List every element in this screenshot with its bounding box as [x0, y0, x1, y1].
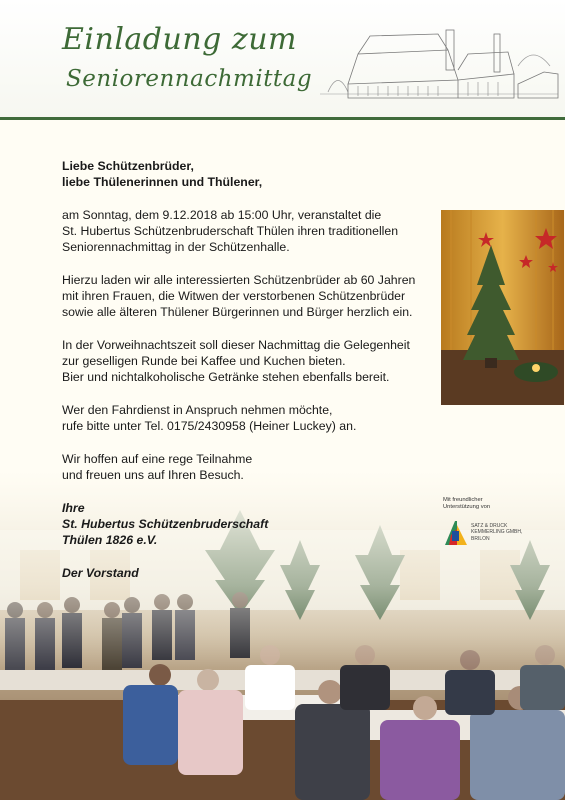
- paragraph-line: am Sonntag, dem 9.12.2018 ab 15:00 Uhr, veranstaltet die: [62, 208, 382, 222]
- paragraph-line: sowie alle älteren Thülener Bürgerinnen und Bürger herzlich ein.: [62, 305, 413, 319]
- paragraph-line: In der Vorweihnachtszeit soll dieser Nachmittag die Gelegenheit: [62, 338, 410, 352]
- sponsor-line-1: Mit freundlicher: [443, 497, 483, 503]
- paragraph-line: Wer den Fahrdienst in Anspruch nehmen möchte,: [62, 403, 333, 417]
- paragraph-line: St. Hubertus Schützenbruderschaft Thülen ihren traditionellen: [62, 224, 399, 238]
- paragraph-line: zur geselligen Runde bei Kaffee und Kuchen bieten.: [62, 354, 346, 368]
- title-line-1: Einladung zum: [62, 22, 297, 57]
- sponsor-name: SATZ & DRUCK KEMMERLING GMBH, BRILON: [471, 523, 523, 542]
- paragraph-line: Seniorennachmittag in der Schützenhalle.: [62, 240, 290, 254]
- signature: Der Vorstand: [62, 566, 139, 580]
- sponsor-line-2: Unterstützung von: [443, 504, 491, 510]
- print-shop-logo-icon: [443, 517, 469, 547]
- salutation-line-1: Liebe Schützenbrüder,: [62, 159, 194, 173]
- title-line-2: Seniorennachmittag: [66, 66, 313, 92]
- paragraph-line: Bier und nichtalkoholische Getränke stehen ebenfalls bereit.: [62, 370, 390, 384]
- paragraph-line: Wir hoffen auf eine rege Teilnahme: [62, 452, 253, 466]
- paragraph-line: Hierzu laden wir alle interessierten Schützenbrüder ab 60 Jahren: [62, 273, 416, 287]
- sponsor-box: [443, 497, 561, 557]
- closing-line-2: St. Hubertus Schützenbruderschaft: [62, 517, 269, 531]
- christmas-tree-photo: [441, 210, 564, 405]
- closing-line-3: Thülen 1826 e.V.: [62, 533, 158, 547]
- paragraph-line: rufe bitte unter Tel. 0175/2430958 (Heiner Luckey) an.: [62, 419, 357, 433]
- salutation-line-2: liebe Thülenerinnen und Thülener,: [62, 175, 263, 189]
- paragraph-line: und freuen uns auf Ihren Besuch.: [62, 468, 244, 482]
- paragraph-line: mit ihren Frauen, die Witwen der verstorbenen Schützenbrüder: [62, 289, 406, 303]
- closing-line-1: Ihre: [62, 501, 85, 515]
